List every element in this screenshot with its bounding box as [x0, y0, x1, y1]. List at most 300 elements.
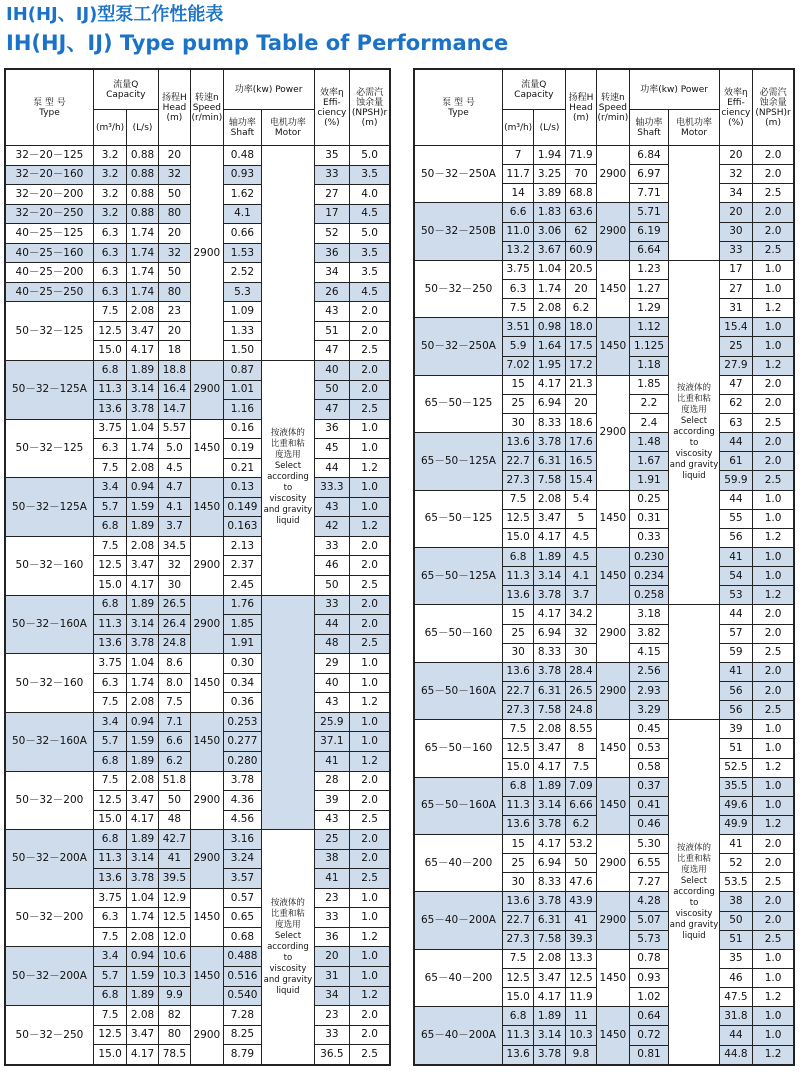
capacity-ls: 3.47 [534, 969, 565, 988]
pump-type: 32－20－125 [6, 146, 94, 166]
capacity-ls: 1.89 [534, 1007, 565, 1026]
npsh-value: 1.0 [350, 419, 390, 439]
table-row [415, 605, 794, 624]
shaft-power: 0.16 [223, 419, 262, 439]
header-head: 扬程H Head (m) [565, 70, 596, 146]
capacity-ls: 2.08 [534, 490, 565, 509]
capacity-ls: 1.94 [534, 146, 565, 165]
npsh-value: 2.0 [350, 849, 390, 869]
capacity-m3h: 12.5 [502, 969, 533, 988]
shaft-power: 3.78 [223, 771, 262, 791]
head-value: 71.9 [565, 146, 596, 165]
head-value: 12.9 [158, 888, 190, 908]
pump-type: 65－50－125A [415, 547, 503, 604]
npsh-value: 2.5 [753, 643, 794, 662]
shaft-power: 0.163 [223, 517, 262, 537]
pump-type: 65－50－160 [415, 720, 503, 777]
head-value: 18 [158, 341, 190, 361]
head-value: 50 [158, 791, 190, 811]
capacity-ls: 3.89 [534, 184, 565, 203]
capacity-m3h: 7.5 [93, 458, 126, 478]
table-row [6, 146, 390, 166]
speed-value: 1450 [597, 318, 629, 375]
head-value: 42.7 [158, 830, 190, 850]
npsh-value: 1.0 [753, 1026, 794, 1045]
efficiency-value: 25.9 [314, 712, 350, 732]
head-value: 50 [158, 263, 190, 283]
efficiency-value: 50 [314, 576, 350, 596]
npsh-value: 1.0 [753, 720, 794, 739]
efficiency-value: 59.9 [719, 471, 753, 490]
shaft-power: 1.16 [223, 400, 262, 420]
efficiency-value: 51 [314, 321, 350, 341]
capacity-ls: 4.17 [534, 988, 565, 1007]
capacity-m3h: 11.3 [502, 1026, 533, 1045]
capacity-m3h: 12.5 [93, 556, 126, 576]
efficiency-value: 44.8 [719, 1045, 753, 1064]
table-row [6, 419, 390, 439]
capacity-m3h: 6.3 [93, 243, 126, 263]
head-value: 7.5 [565, 758, 596, 777]
efficiency-value: 34 [314, 263, 350, 283]
capacity-ls: 8.33 [534, 643, 565, 662]
shaft-power: 2.93 [629, 681, 669, 700]
capacity-m3h: 11.3 [93, 849, 126, 869]
capacity-m3h: 11.3 [93, 615, 126, 635]
npsh-value: 1.0 [753, 969, 794, 988]
table-row [6, 654, 390, 674]
efficiency-value: 53 [719, 586, 753, 605]
shaft-power: 0.93 [223, 165, 262, 185]
efficiency-value: 34 [719, 184, 753, 203]
shaft-power: 0.53 [629, 739, 669, 758]
shaft-power: 5.73 [629, 930, 669, 949]
head-value: 18.0 [565, 318, 596, 337]
capacity-m3h: 3.75 [93, 888, 126, 908]
header-speed: 转速n Speed (r/min) [191, 70, 223, 146]
title-chinese: IH(HJ、IJ)型泵工作性能表 [6, 4, 224, 25]
speed-value: 1450 [191, 654, 223, 713]
efficiency-value: 47.5 [719, 988, 753, 1007]
speed-value: 2900 [191, 1006, 223, 1065]
shaft-power: 4.36 [223, 791, 262, 811]
speed-value: 1450 [597, 949, 629, 1006]
efficiency-value: 47 [314, 341, 350, 361]
capacity-m3h: 13.6 [93, 634, 126, 654]
head-value: 17.6 [565, 433, 596, 452]
npsh-value: 1.0 [753, 318, 794, 337]
head-value: 39.5 [158, 869, 190, 889]
capacity-ls: 2.08 [127, 302, 158, 322]
capacity-ls: 2.08 [534, 949, 565, 968]
npsh-value: 1.0 [753, 1007, 794, 1026]
capacity-m3h: 6.3 [93, 224, 126, 244]
header-efficiency: 效率η Effi- ciency (%) [314, 70, 350, 146]
pump-type: 40－25－200 [6, 263, 94, 283]
capacity-m3h: 12.5 [93, 321, 126, 341]
efficiency-value: 43 [314, 302, 350, 322]
capacity-m3h: 30 [502, 413, 533, 432]
shaft-power: 4.56 [223, 810, 262, 830]
head-value: 20 [565, 394, 596, 413]
speed-value: 2900 [597, 203, 629, 260]
efficiency-value: 31.8 [719, 1007, 753, 1026]
capacity-m3h: 3.2 [93, 185, 126, 205]
shaft-power: 0.234 [629, 567, 669, 586]
efficiency-value: 42 [314, 517, 350, 537]
npsh-value: 1.0 [753, 490, 794, 509]
pump-type: 32－20－250 [6, 204, 94, 224]
shaft-power: 0.21 [223, 458, 262, 478]
capacity-m3h: 11.3 [502, 796, 533, 815]
npsh-value: 4.0 [350, 185, 390, 205]
shaft-power: 7.71 [629, 184, 669, 203]
capacity-m3h: 12.5 [93, 1025, 126, 1045]
efficiency-value: 36 [314, 419, 350, 439]
head-value: 6.2 [565, 299, 596, 318]
shaft-power: 6.55 [629, 854, 669, 873]
head-value: 50 [565, 854, 596, 873]
npsh-value: 1.0 [350, 439, 390, 459]
header-power: 功率(kw) Power [223, 70, 314, 110]
capacity-ls: 2.08 [127, 458, 158, 478]
npsh-value: 1.0 [753, 949, 794, 968]
efficiency-value: 50 [314, 380, 350, 400]
shaft-power: 8.25 [223, 1025, 262, 1045]
npsh-value: 1.0 [350, 888, 390, 908]
shaft-power: 2.13 [223, 536, 262, 556]
capacity-ls: 2.08 [127, 1006, 158, 1026]
npsh-value: 2.5 [350, 1045, 390, 1065]
pump-type: 50－32－125 [6, 419, 94, 478]
capacity-m3h: 13.6 [502, 433, 533, 452]
capacity-m3h: 7.5 [502, 299, 533, 318]
shaft-power: 0.230 [629, 547, 669, 566]
npsh-value: 2.5 [350, 576, 390, 596]
npsh-value: 1.0 [753, 547, 794, 566]
capacity-m3h: 7.02 [502, 356, 533, 375]
shaft-power: 2.37 [223, 556, 262, 576]
head-value: 28.4 [565, 662, 596, 681]
capacity-m3h: 13.6 [93, 400, 126, 420]
npsh-value: 2.5 [753, 701, 794, 720]
capacity-m3h: 13.6 [502, 586, 533, 605]
pump-type: 65－50－125A [415, 433, 503, 490]
shaft-power: 4.1 [223, 204, 262, 224]
capacity-m3h: 15.0 [502, 988, 533, 1007]
head-value: 30 [565, 643, 596, 662]
npsh-value: 2.0 [753, 203, 794, 222]
efficiency-value: 44 [719, 605, 753, 624]
efficiency-value: 30 [719, 222, 753, 241]
efficiency-value: 47 [314, 400, 350, 420]
efficiency-value: 27 [314, 185, 350, 205]
capacity-m3h: 6.8 [93, 751, 126, 771]
capacity-m3h: 13.6 [502, 892, 533, 911]
shaft-power: 0.93 [629, 969, 669, 988]
capacity-ls: 4.17 [127, 576, 158, 596]
npsh-value: 2.5 [350, 810, 390, 830]
pump-type: 65－50－160A [415, 662, 503, 719]
efficiency-value: 33 [719, 241, 753, 260]
npsh-value: 2.0 [753, 165, 794, 184]
npsh-value: 1.0 [350, 654, 390, 674]
capacity-ls: 1.74 [127, 243, 158, 263]
shaft-power: 1.01 [223, 380, 262, 400]
npsh-value: 2.5 [350, 634, 390, 654]
speed-value: 1450 [597, 490, 629, 547]
capacity-ls: 4.17 [534, 758, 565, 777]
capacity-m3h: 6.8 [502, 777, 533, 796]
motor-blank [262, 595, 314, 830]
pump-type: 50－32－160A [6, 712, 94, 771]
head-value: 12.5 [158, 908, 190, 928]
pump-type: 65－50－160 [415, 605, 503, 662]
head-value: 14.7 [158, 400, 190, 420]
capacity-ls: 1.89 [127, 361, 158, 381]
capacity-ls: 8.33 [534, 873, 565, 892]
head-value: 26.5 [565, 681, 596, 700]
head-value: 51.8 [158, 771, 190, 791]
npsh-value: 1.2 [350, 986, 390, 1006]
capacity-ls: 4.17 [534, 605, 565, 624]
shaft-power: 8.79 [223, 1045, 262, 1065]
head-value: 7.09 [565, 777, 596, 796]
npsh-value: 2.0 [753, 835, 794, 854]
head-value: 9.9 [158, 986, 190, 1006]
capacity-m3h: 7.5 [93, 927, 126, 947]
capacity-m3h: 7.5 [93, 771, 126, 791]
capacity-m3h: 30 [502, 873, 533, 892]
header-head: 扬程H Head (m) [158, 70, 190, 146]
efficiency-value: 56 [719, 528, 753, 547]
npsh-value: 1.2 [753, 988, 794, 1007]
capacity-ls: 3.14 [127, 849, 158, 869]
table-row [415, 203, 794, 222]
efficiency-value: 38 [314, 849, 350, 869]
npsh-value: 1.0 [753, 260, 794, 279]
capacity-ls: 0.94 [127, 478, 158, 498]
efficiency-value: 45 [314, 439, 350, 459]
capacity-m3h: 6.8 [93, 830, 126, 850]
npsh-value: 2.0 [753, 681, 794, 700]
capacity-ls: 8.33 [534, 413, 565, 432]
npsh-value: 1.2 [753, 528, 794, 547]
efficiency-value: 57 [719, 624, 753, 643]
npsh-value: 2.0 [350, 615, 390, 635]
shaft-power: 3.24 [223, 849, 262, 869]
speed-value: 1450 [191, 947, 223, 1006]
table-row [415, 375, 794, 394]
head-value: 20 [565, 279, 596, 298]
npsh-value: 1.0 [350, 732, 390, 752]
capacity-m3h: 6.3 [93, 673, 126, 693]
head-value: 80 [158, 282, 190, 302]
capacity-ls: 2.08 [127, 771, 158, 791]
capacity-m3h: 22.7 [502, 452, 533, 471]
pump-type: 50－32－125A [6, 361, 94, 420]
npsh-value: 1.0 [350, 478, 390, 498]
efficiency-value: 41 [719, 835, 753, 854]
head-value: 21.3 [565, 375, 596, 394]
shaft-power: 0.41 [629, 796, 669, 815]
capacity-ls: 1.83 [534, 203, 565, 222]
npsh-value: 2.0 [753, 146, 794, 165]
shaft-power: 0.25 [629, 490, 669, 509]
capacity-ls: 3.78 [534, 662, 565, 681]
capacity-m3h: 22.7 [502, 911, 533, 930]
head-value: 9.8 [565, 1045, 596, 1064]
capacity-ls: 4.17 [534, 528, 565, 547]
shaft-power: 3.18 [629, 605, 669, 624]
shaft-power: 0.34 [223, 673, 262, 693]
npsh-value: 5.0 [350, 224, 390, 244]
capacity-ls: 3.47 [534, 739, 565, 758]
head-value: 26.4 [158, 615, 190, 635]
npsh-value: 2.5 [350, 341, 390, 361]
head-value: 18.6 [565, 413, 596, 432]
shaft-power: 1.29 [629, 299, 669, 318]
capacity-m3h: 15 [502, 835, 533, 854]
shaft-power: 4.15 [629, 643, 669, 662]
table-row [6, 947, 390, 967]
npsh-value: 2.0 [350, 771, 390, 791]
capacity-m3h: 13.6 [502, 815, 533, 834]
capacity-m3h: 6.3 [93, 263, 126, 283]
head-value: 4.5 [565, 528, 596, 547]
capacity-m3h: 15 [502, 605, 533, 624]
head-value: 6.2 [565, 815, 596, 834]
speed-value: 2900 [191, 771, 223, 830]
capacity-m3h: 6.8 [502, 547, 533, 566]
capacity-m3h: 14 [502, 184, 533, 203]
npsh-value: 2.5 [753, 471, 794, 490]
pump-type: 50－32－200 [6, 888, 94, 947]
shaft-power: 0.64 [629, 1007, 669, 1026]
table-row [415, 146, 794, 165]
head-value: 41 [158, 849, 190, 869]
capacity-m3h: 7.5 [502, 949, 533, 968]
npsh-value: 2.0 [753, 222, 794, 241]
header-capacity: 流量Q Capacity [502, 70, 565, 110]
shaft-power: 1.33 [223, 321, 262, 341]
capacity-m3h: 15.0 [93, 576, 126, 596]
head-value: 5 [565, 509, 596, 528]
shaft-power: 4.28 [629, 892, 669, 911]
shaft-power: 0.488 [223, 947, 262, 967]
npsh-value: 4.5 [350, 204, 390, 224]
efficiency-value: 48 [314, 634, 350, 654]
efficiency-value: 52 [719, 854, 753, 873]
capacity-m3h: 27.3 [502, 701, 533, 720]
capacity-m3h: 15.0 [502, 758, 533, 777]
npsh-value: 1.2 [753, 299, 794, 318]
pump-type: 40－25－125 [6, 224, 94, 244]
head-value: 3.7 [158, 517, 190, 537]
header-type: 泵 型 号 Type [415, 70, 503, 146]
capacity-m3h: 11.7 [502, 165, 533, 184]
shaft-power: 0.66 [223, 224, 262, 244]
shaft-power: 6.84 [629, 146, 669, 165]
capacity-ls: 7.58 [534, 930, 565, 949]
efficiency-value: 44 [314, 458, 350, 478]
head-value: 80 [158, 204, 190, 224]
shaft-power: 3.57 [223, 869, 262, 889]
shaft-power: 6.19 [629, 222, 669, 241]
head-value: 10.3 [158, 966, 190, 986]
efficiency-value: 15.4 [719, 318, 753, 337]
shaft-power: 5.07 [629, 911, 669, 930]
npsh-value: 1.0 [753, 739, 794, 758]
head-value: 15.4 [565, 471, 596, 490]
table-row [6, 771, 390, 791]
head-value: 48 [158, 810, 190, 830]
shaft-power: 1.02 [629, 988, 669, 1007]
capacity-m3h: 7.5 [93, 1006, 126, 1026]
head-value: 7.5 [158, 693, 190, 713]
capacity-ls: 1.04 [534, 260, 565, 279]
pump-type: 50－32－250A [415, 146, 503, 203]
capacity-m3h: 3.2 [93, 204, 126, 224]
capacity-m3h: 6.3 [93, 908, 126, 928]
head-value: 82 [158, 1006, 190, 1026]
shaft-power: 0.258 [629, 586, 669, 605]
shaft-power: 7.28 [223, 1006, 262, 1026]
capacity-m3h: 3.75 [93, 654, 126, 674]
capacity-ls: 3.78 [534, 586, 565, 605]
efficiency-value: 52.5 [719, 758, 753, 777]
efficiency-value: 20 [719, 203, 753, 222]
header-m3h: (m³/h) [93, 110, 126, 146]
speed-value: 2900 [597, 605, 629, 662]
head-value: 39.3 [565, 930, 596, 949]
capacity-ls: 6.31 [534, 681, 565, 700]
head-value: 23 [158, 302, 190, 322]
speed-value: 2900 [597, 375, 629, 490]
capacity-ls: 1.59 [127, 966, 158, 986]
shaft-power: 1.85 [223, 615, 262, 635]
npsh-value: 2.0 [350, 556, 390, 576]
pump-type: 65－40－200A [415, 1007, 503, 1065]
shaft-power: 1.76 [223, 595, 262, 615]
shaft-power: 1.62 [223, 185, 262, 205]
efficiency-value: 40 [314, 361, 350, 381]
head-value: 8.55 [565, 720, 596, 739]
selection-note: 按液体的 比重和粘 度选用 Select according to viscosity and gravity liquid [262, 830, 314, 1065]
pump-type: 65－40－200 [415, 835, 503, 892]
npsh-value: 2.5 [350, 400, 390, 420]
capacity-ls: 3.78 [127, 869, 158, 889]
efficiency-value: 55 [719, 509, 753, 528]
capacity-ls: 6.94 [534, 394, 565, 413]
pump-type: 65－50－125 [415, 490, 503, 547]
speed-value: 2900 [597, 146, 629, 203]
shaft-power: 1.48 [629, 433, 669, 452]
left-performance-table [4, 68, 391, 1066]
capacity-ls: 3.47 [127, 321, 158, 341]
shaft-power: 1.91 [629, 471, 669, 490]
header-shaft: 轴功率 Shaft [223, 110, 262, 146]
capacity-ls: 3.14 [534, 1026, 565, 1045]
npsh-value: 2.5 [753, 241, 794, 260]
npsh-value: 2.5 [753, 184, 794, 203]
capacity-m3h: 12.5 [502, 739, 533, 758]
capacity-m3h: 3.4 [93, 947, 126, 967]
shaft-power: 0.516 [223, 966, 262, 986]
capacity-m3h: 5.7 [93, 732, 126, 752]
capacity-m3h: 3.4 [93, 478, 126, 498]
capacity-m3h: 13.6 [502, 662, 533, 681]
